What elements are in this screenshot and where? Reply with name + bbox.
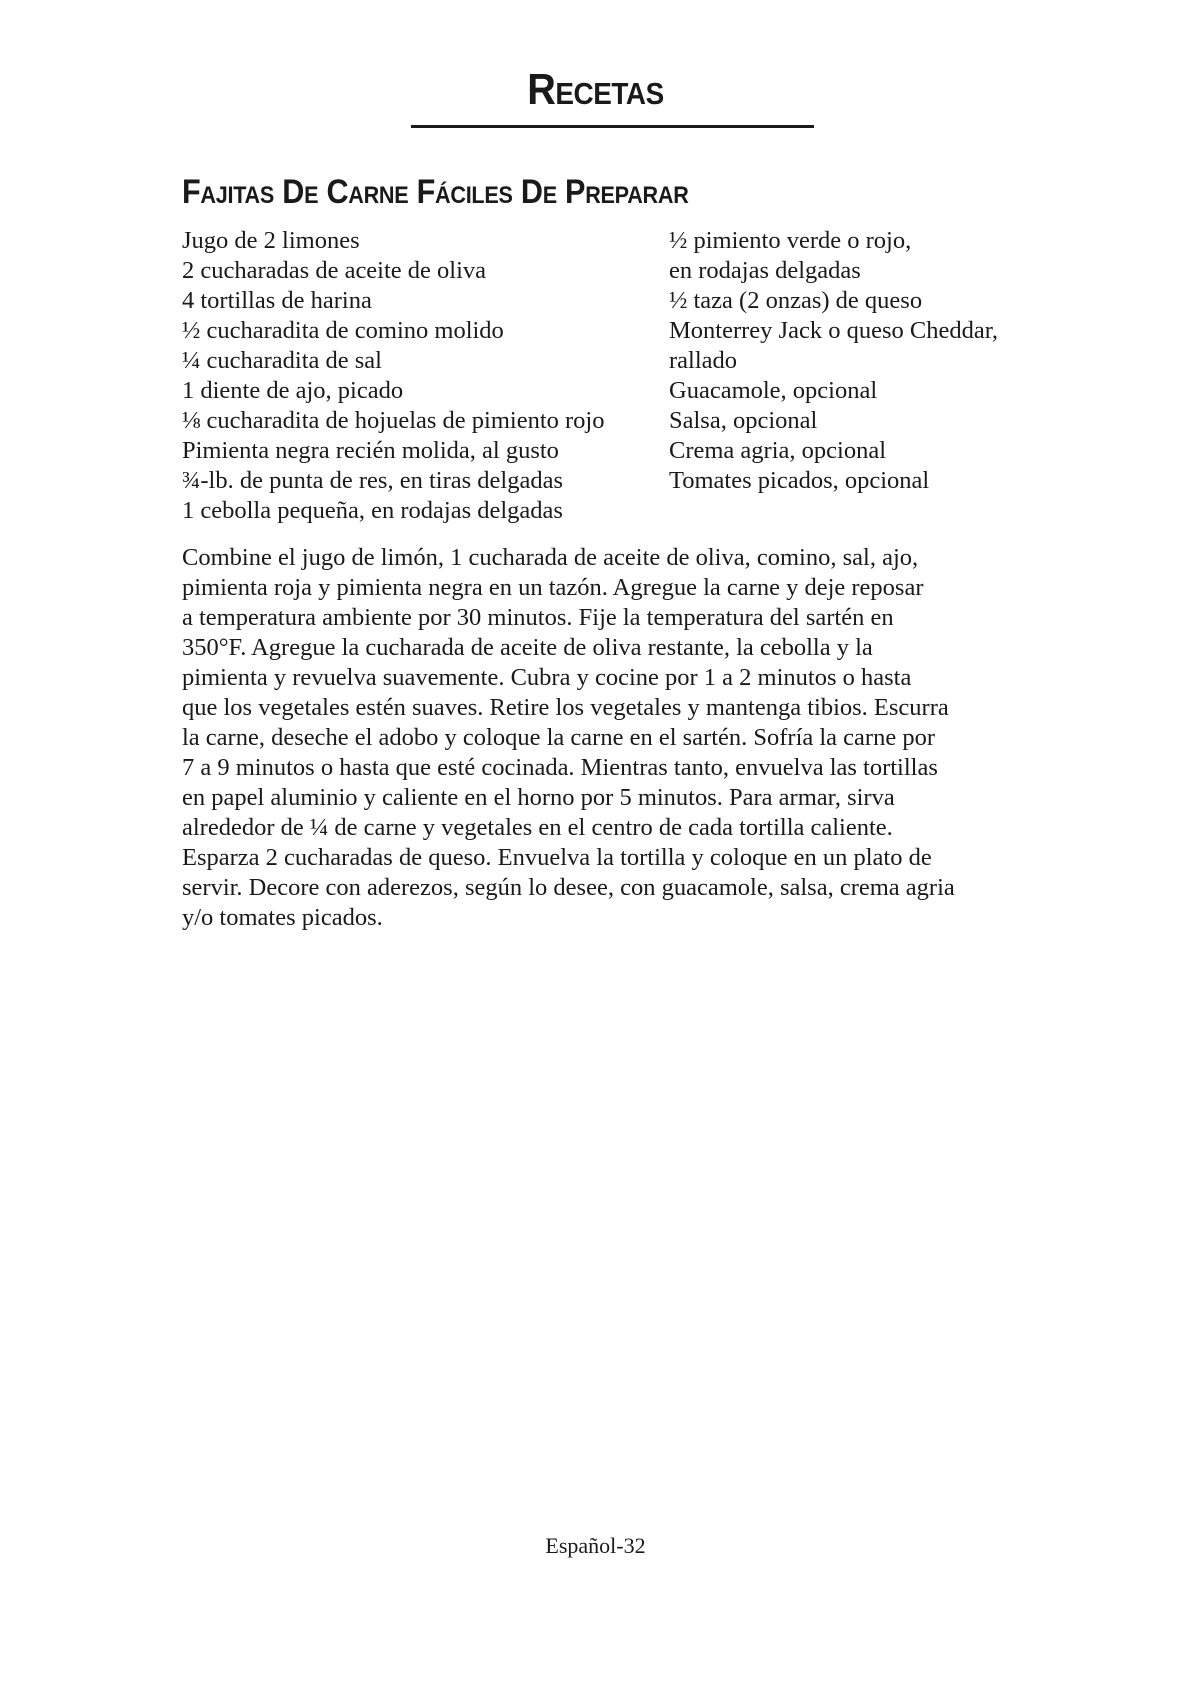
instruction-line: y/o tomates picados. [182, 904, 383, 931]
ingredient-item: Tomates picados, opcional [669, 467, 930, 494]
instruction-line: que los vegetales estén suaves. Retire los vegetales y mantenga tibios. Escurra [182, 694, 949, 721]
ingredient-item: ½ cucharadita de comino molido [182, 317, 504, 344]
ingredient-item: 1 cebolla pequeña, en rodajas delgadas [182, 497, 563, 524]
instruction-line: alrededor de ¼ de carne y vegetales en el centro de cada tortilla caliente. [182, 814, 893, 841]
ingredient-item: ¾-lb. de punta de res, en tiras delgadas [182, 467, 563, 494]
ingredients-left-column [182, 226, 604, 526]
instruction-line: pimienta roja y pimienta negra en un tazón. Agregue la carne y deje reposar [182, 574, 924, 601]
instruction-line: a temperatura ambiente por 30 minutos. Fije la temperatura del sartén en [182, 604, 894, 631]
ingredient-item: 1 diente de ajo, picado [182, 377, 404, 404]
ingredient-item: 2 cucharadas de aceite de oliva [182, 257, 487, 284]
instruction-line: Esparza 2 cucharadas de queso. Envuelva la tortilla y coloque en un plato de [182, 844, 932, 871]
ingredient-item: Guacamole, opcional [669, 377, 878, 404]
ingredient-item: ½ pimiento verde o rojo, [669, 227, 912, 254]
instruction-line: servir. Decore con aderezos, según lo desee, con guacamole, salsa, crema agria [182, 874, 955, 901]
ingredient-item: ½ taza (2 onzas) de queso [669, 287, 923, 314]
instruction-line: pimienta y revuelva suavemente. Cubra y cocine por 1 a 2 minutos o hasta [182, 664, 912, 691]
ingredient-item: Salsa, opcional [669, 407, 818, 434]
ingredient-item: Monterrey Jack o queso Cheddar, [669, 317, 998, 344]
instruction-line: 350°F. Agregue la cucharada de aceite de oliva restante, la cebolla y la [182, 634, 873, 661]
title-underline-rule [411, 125, 814, 128]
instruction-line: en papel aluminio y caliente en el horno por 5 minutos. Para armar, sirva [182, 784, 895, 811]
instruction-line: la carne, deseche el adobo y coloque la carne en el sartén. Sofría la carne por [182, 724, 935, 751]
ingredient-item: 4 tortillas de harina [182, 287, 372, 314]
page-title: Recetas [527, 65, 664, 114]
instruction-line: Combine el jugo de limón, 1 cucharada de aceite de oliva, comino, sal, ajo, [182, 544, 919, 571]
ingredient-item: en rodajas delgadas [669, 257, 861, 284]
ingredient-item: ¼ cucharadita de sal [182, 347, 382, 374]
recipe-title: Fajitas De Carne Fáciles De Preparar [182, 173, 689, 211]
page-number: Español-32 [545, 1533, 646, 1558]
ingredient-item: rallado [669, 347, 738, 374]
recipe-instructions [182, 543, 1062, 933]
ingredient-item: Pimienta negra recién molida, al gusto [182, 437, 559, 464]
ingredient-item: Jugo de 2 limones [182, 227, 360, 254]
ingredient-item: Crema agria, opcional [669, 437, 887, 464]
ingredient-item: ⅛ cucharadita de hojuelas de pimiento rojo [182, 407, 605, 434]
instruction-line: 7 a 9 minutos o hasta que esté cocinada. Mientras tanto, envuelva las tortillas [182, 754, 938, 781]
ingredients-right-column [669, 226, 998, 496]
